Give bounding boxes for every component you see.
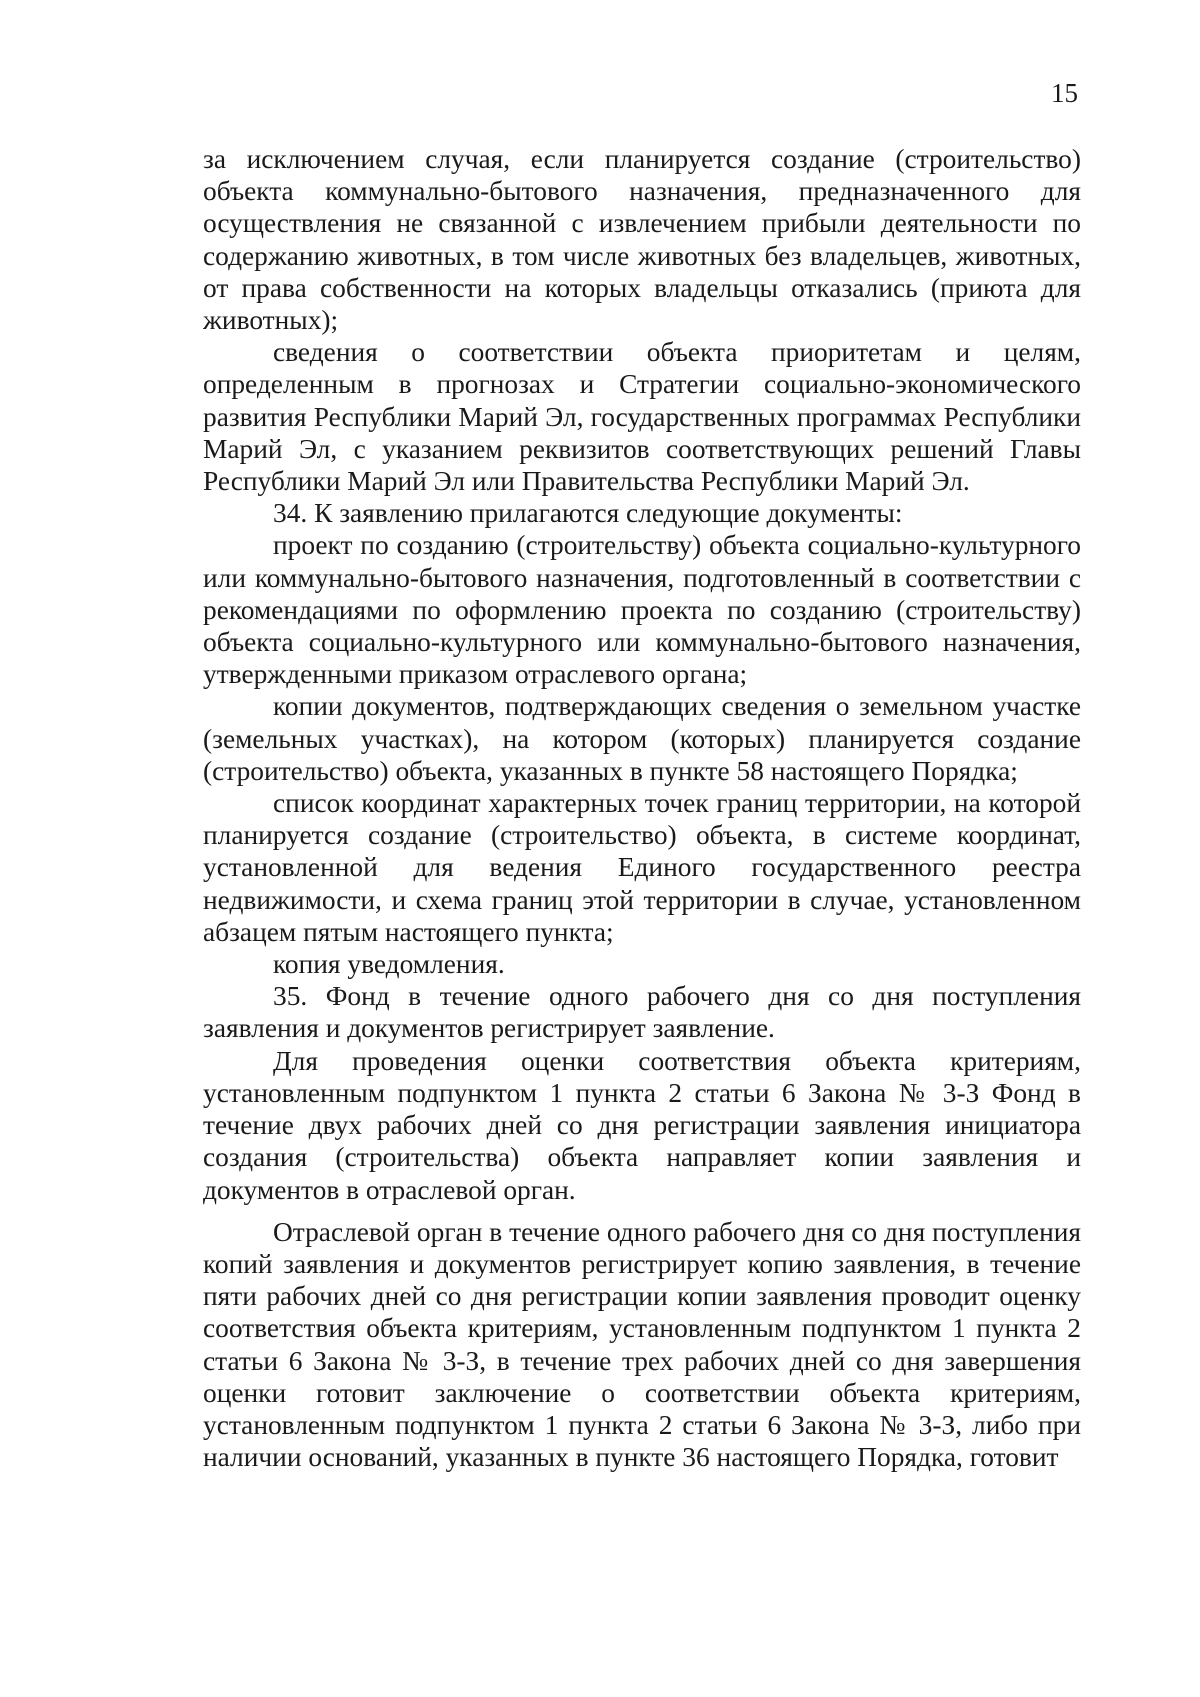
- paragraph-fund-assessment: Для проведения оценки соответствия объекта критериям, установленным подпунктом 1 пункта 2 статьи 6 Закона № 3-З Фонд в течение двух рабочих дней со дня регистрации заявления инициатора создания (строительства) объекта направляет копии заявления и документов в отраслевой орган.: [203, 1045, 1081, 1205]
- paragraph-project-document: проект по созданию (строительству) объекта социально-культурного или коммунально-бытового назначения, подготовленный в соответствии с рекомендациями по оформлению проекта по созданию (строительству) объекта социально-культурного или коммунально-бытового назначения, утвержденными приказом отраслевого органа;: [203, 530, 1081, 690]
- paragraph-notice-copy: копия уведомления.: [273, 949, 505, 980]
- document-body: [203, 143, 1081, 1473]
- paragraph-item-34: 34. К заявлению прилагаются следующие документы:: [273, 498, 903, 529]
- paragraph-exclusion-clause: за исключением случая, если планируется создание (строительство) объекта коммунально-бытового назначения, предназначенного для осуществления не связанной с извлечением прибыли деятельности по содержанию животных, в том числе животных без владельцев, животных, от права собственности на которых владельцы отказались (приюта для животных);: [203, 144, 1081, 336]
- paragraph-sector-body-assessment: Отраслевой орган в течение одного рабочего дня со дня поступления копий заявления и документов регистрирует копию заявления, в течение пяти рабочих дней со дня регистрации копии заявления проводит оценку соответствия объекта критериям, установленным подпунктом 1 пункта 2 статьи 6 Закона № 3-З, в течение трех рабочих дней со дня завершения оценки готовит заключение о соответствии объекта критериям, установленным подпунктом 1 пункта 2 статьи 6 Закона № 3-З, либо при наличии оснований, указанных в пункте 36 настоящего Порядка, готовит: [203, 1216, 1081, 1473]
- page-number: 15: [1051, 78, 1078, 108]
- paragraph-land-documents: копии документов, подтверждающих сведения о земельном участке (земельных участках), на котором (которых) планируется создание (строительство) объекта, указанных в пункте 58 настоящего Порядка;: [203, 691, 1081, 786]
- paragraph-item-35: 35. Фонд в течение одного рабочего дня со дня поступления заявления и документов регистрирует заявление.: [203, 981, 1081, 1044]
- paragraph-coordinates-list: список координат характерных точек границ территории, на которой планируется создание (строительство) объекта, в системе координат, установленной для ведения Единого государственного реестра недвижимости, и схема границ этой территории в случае, установленном абзацем пятым настоящего пункта;: [203, 788, 1081, 947]
- paragraph-priorities-info: сведения о соответствии объекта приоритетам и целям, определенным в прогнозах и Стратегии социально-экономического развития Республики Марий Эл, государственных программах Республики Марий Эл, с указанием реквизитов соответствующих решений Главы Республики Марий Эл или Правительства Республики Марий Эл.: [203, 337, 1081, 497]
